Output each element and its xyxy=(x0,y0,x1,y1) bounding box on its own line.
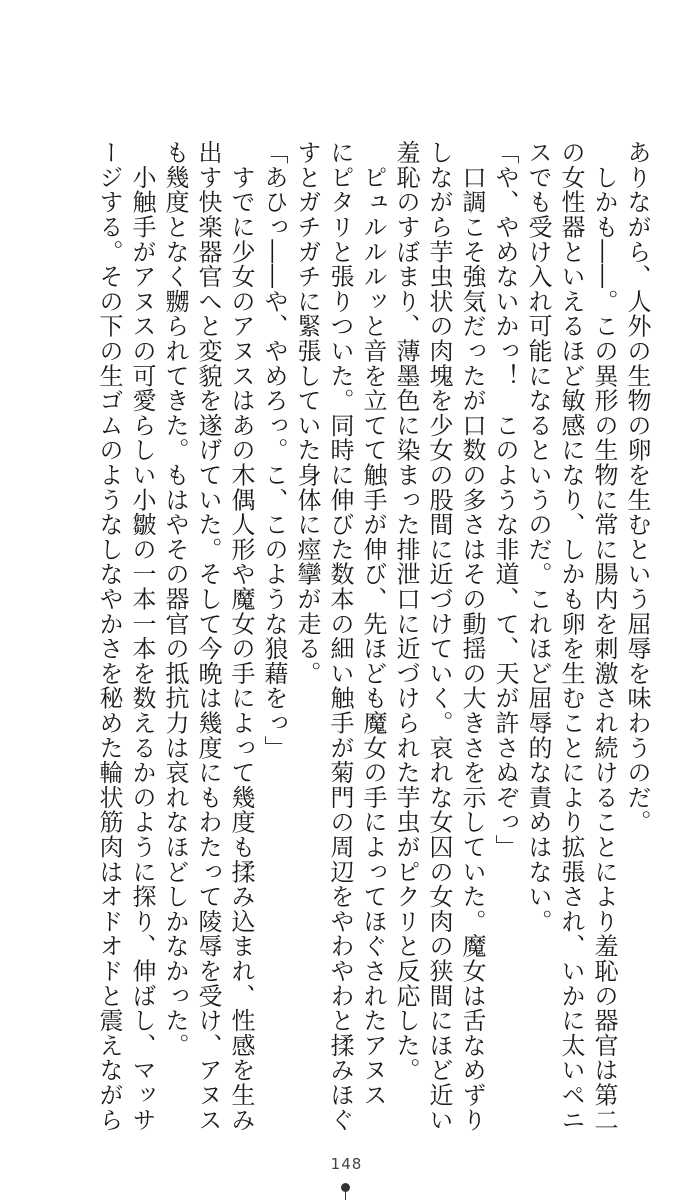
vertical-text-body xyxy=(92,140,653,1132)
text-line: の女性器といえるほど敏感になり、しかも卵を生むことにより拡張され、いかに太いペニ xyxy=(557,140,585,1132)
text-line: ージする。その下の生ゴムのようなしなやかさを秘めた輪状筋肉はオドオドと震えながら xyxy=(95,140,123,1132)
text-line: ありながら、人外の生物の卵を生むという屈辱を味わうのだ。 xyxy=(623,140,651,835)
text-line: しながら芋虫状の肉塊を少女の股間に近づけていく。哀れな女囚の女肉の狭間にほど近い xyxy=(425,140,453,1132)
page-number: 148 xyxy=(330,1155,363,1173)
text-line: にピタリと張りついた。同時に伸びた数本の細い触手が菊門の周辺をやわやわと揉みほぐ xyxy=(326,140,354,1132)
folio-stem xyxy=(345,1190,346,1200)
text-line: スでも受け入れ可能になるというのだ。これほど屈辱的な責めはない。 xyxy=(524,140,552,934)
text-line: ピュルルルッと音を立てて触手が伸び、先ほども魔女の手によってほぐされたアヌス xyxy=(359,140,387,1108)
text-line: も幾度となく嬲られてきた。もはやその器官の抵抗力は哀れなほどしかなかった。 xyxy=(161,140,189,1058)
text-line: 「あひっ――や、やめろっ。こ、このような狼藉をっ」 xyxy=(260,140,288,760)
text-line: すとガチガチに緊張していた身体に痙攣が走る。 xyxy=(293,140,321,686)
text-line: 出す快楽器官へと変貌を遂げていた。そして今晩は幾度にもわたって陵辱を受け、アヌス xyxy=(194,140,222,1132)
text-line: 口調こそ強気だったが口数の多さはその動揺の大きさを示していた。魔女は舌なめずり xyxy=(458,140,486,1132)
text-line: しかも――。この異形の生物に常に腸内を刺激され続けることにより羞恥の器官は第二 xyxy=(590,140,618,1132)
text-line: 羞恥のすぼまり、薄墨色に染まった排泄口に近づけられた芋虫がピクリと反応した。 xyxy=(392,140,420,1083)
text-line: 小触手がアヌスの可愛らしい小皺の一本一本を数えるかのように探り、伸ばし、マッサ xyxy=(128,140,156,1132)
text-line: すでに少女のアヌスはあの木偶人形や魔女の手によって幾度も揉み込まれ、性感を生み xyxy=(227,140,255,1132)
text-line: 「や、やめないかっ！ このような非道、て、天が許さぬぞっ」 xyxy=(491,140,519,860)
